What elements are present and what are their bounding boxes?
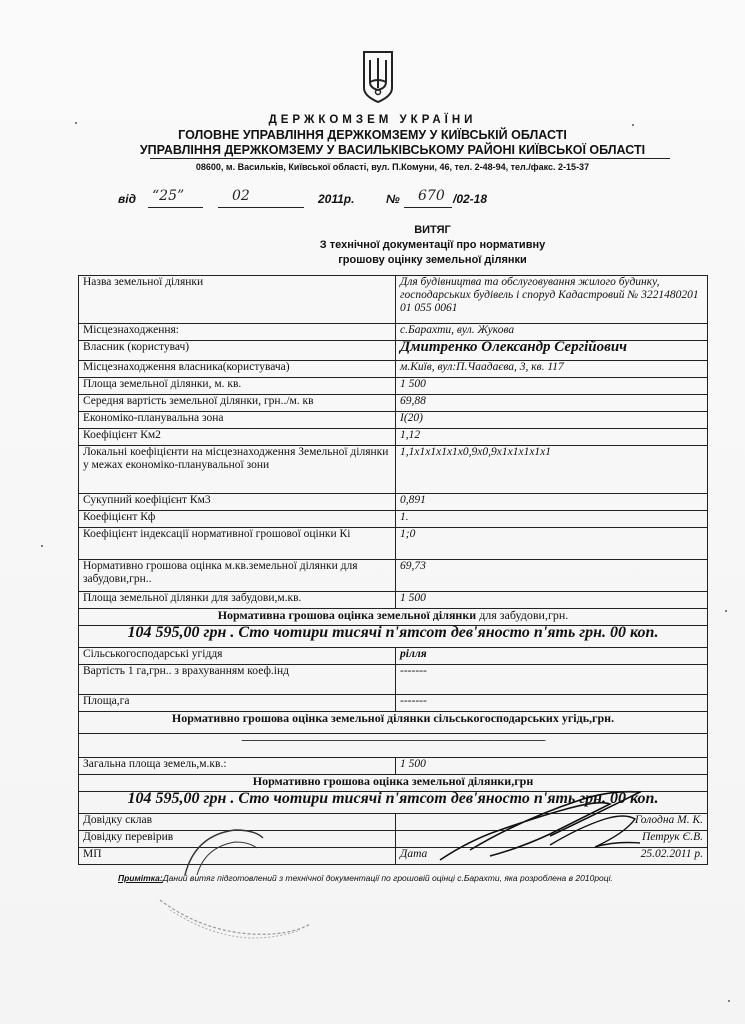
stamp-mark (175, 820, 265, 880)
row-value: м.Київ, вул:П.Чаадаєва, 3, кв. 117 (396, 361, 708, 378)
row-value: 1 500 (396, 378, 708, 395)
number-handwritten: 670 (418, 188, 445, 204)
table-row (79, 395, 708, 412)
table-row (79, 324, 708, 341)
row-value: ------- (396, 665, 708, 695)
table-row (79, 648, 708, 665)
number-suffix: /02-18 (453, 192, 488, 206)
total-area-value: 1 500 (396, 758, 708, 775)
row-value: 69,73 (396, 560, 708, 592)
row-value: І(20) (396, 412, 708, 429)
number-label: № (386, 192, 400, 206)
section-heading-1-main: Нормативна грошова оцінка земельної ділянки (217, 608, 477, 622)
table-row (79, 378, 708, 395)
row-value: 0,891 (396, 494, 708, 511)
row-value: ------- (396, 695, 708, 712)
row-value: 1;0 (396, 528, 708, 560)
number-underline (404, 207, 452, 208)
table-row (79, 511, 708, 528)
day-handwritten: “25” (152, 188, 185, 204)
row-value: с.Барахти, вул. Жукова (396, 324, 708, 341)
seal-label: МП (79, 848, 396, 865)
section-heading-1 (79, 609, 708, 626)
row-value: 1,1х1х1х1х1х0,9х0,9х1х1х1х1х1 (396, 446, 708, 494)
row-label: Назва земельної ділянки (79, 276, 396, 324)
day-underline (148, 207, 203, 208)
row-value: Для будівництва та обслуговування жилого будинку, господарських будівель і споруд Кадастровий № 3221480201 01 055 0061 (396, 276, 708, 324)
valuation-table (78, 275, 708, 865)
table-row (79, 341, 708, 361)
month-handwritten: 02 (232, 188, 250, 204)
row-label: Вартість 1 га,грн.. з врахуванням коеф.інд (79, 665, 396, 695)
row-label: Коефіцієнт Км2 (79, 429, 396, 446)
dash-row (79, 734, 708, 758)
table-row (79, 758, 708, 775)
section-heading-row (79, 775, 708, 792)
table-row (79, 494, 708, 511)
section-heading-1-tail: для забудови,грн. (476, 608, 569, 622)
district-department: УПРАВЛІННЯ ДЕРЖКОМЗЕМУ У ВАСИЛЬКІВСЬКОМУ РАЙОНІ КИЇВСЬКОЇ ОБЛАСТІ (139, 143, 646, 157)
row-label: Сукупний коефіцієнт Км3 (79, 494, 396, 511)
row-label: Економіко-планувальна зона (79, 412, 396, 429)
compiled-name: Голодна М. К. (396, 814, 708, 831)
section-heading-2: Нормативно грошова оцінка земельної ділянки сільськогосподарських угідь,грн. (79, 712, 708, 734)
document-subtitle-1: З технічної документації про нормативну (319, 239, 546, 251)
table-row (79, 276, 708, 324)
row-label: Коефіцієнт індексації нормативної грошової оцінки Кі (79, 528, 396, 560)
footnote (118, 873, 613, 883)
table-row (79, 592, 708, 609)
scan-speck (728, 1000, 730, 1002)
document-subtitle-2: грошову оцінку земельної ділянки (338, 254, 527, 266)
year-label: 2011р. (318, 192, 355, 206)
checked-label: Довідку перевірив (79, 831, 396, 848)
row-label: Середня вартість земельної ділянки, грн../м. кв (79, 395, 396, 412)
footnote-label: Примітка: (118, 873, 163, 883)
header-divider (150, 158, 670, 159)
agency-name: ДЕРЖКОМЗЕМ УКРАЇНИ (268, 114, 477, 126)
date-label: Дата (400, 848, 428, 860)
table-row (79, 429, 708, 446)
date-value: 25.02.2011 р. (640, 848, 703, 860)
checked-name: Петрук Є.В. (396, 831, 708, 848)
section-heading-row (79, 712, 708, 734)
table-row (79, 560, 708, 592)
scan-speck (41, 545, 43, 547)
faint-stamp-icon (150, 890, 320, 950)
table-row (79, 412, 708, 429)
table-row (79, 446, 708, 494)
table-row (79, 695, 708, 712)
row-value: 1 500 (396, 592, 708, 609)
agency-address: 08600, м. Васильків, Київської області, вул. П.Комуни, 46, тел. 2-48-94, тел./факс. 2-15-37 (195, 162, 590, 172)
table-row (79, 528, 708, 560)
main-department: ГОЛОВНЕ УПРАВЛІННЯ ДЕРЖКОМЗЕМУ У КИЇВСЬКІЙ ОБЛАСТІ (178, 128, 567, 142)
row-value: 69,88 (396, 395, 708, 412)
row-label: Власник (користувач) (79, 341, 396, 361)
valuation-amount-2: 104 595,00 грн . Сто чотири тисячі п'ятсот дев'яносто п'ять грн. 00 коп. (79, 792, 708, 814)
scan-speck (725, 610, 727, 612)
row-value: 1,12 (396, 429, 708, 446)
row-label: Місцезнаходження: (79, 324, 396, 341)
table-row (79, 361, 708, 378)
row-label: Площа земельної ділянки для забудови,м.кв. (79, 592, 396, 609)
compiled-label: Довідку склав (79, 814, 396, 831)
valuation-amount-1: 104 595,00 грн . Сто чотири тисячі п'ятсот дев'яносто п'ять грн. 00 коп. (79, 626, 708, 648)
owner-name: Дмитренко Олександр Сергійович (396, 341, 708, 361)
row-label: Локальні коефіцієнти на місцезнаходження Земельної ділянки у межах економіко-планувальної зони (79, 446, 396, 494)
section-heading-3: Нормативно грошова оцінка земельної ділянки,грн (79, 775, 708, 792)
row-value: рілля (396, 648, 708, 665)
row-label: Площа земельної ділянки, м. кв. (79, 378, 396, 395)
total-area-label: Загальна площа земель,м.кв.: (79, 758, 396, 775)
footnote-text: Даний витяг підготовлений з технічної документації по грошовій оцінці с.Барахти, яка розроблена в 2010році. (162, 873, 613, 883)
row-label: Нормативно грошова оцінка м.кв.земельної ділянки для забудови,грн.. (79, 560, 396, 592)
row-value: 1. (396, 511, 708, 528)
row-label: Площа,га (79, 695, 396, 712)
section-heading-row (79, 609, 708, 626)
scan-speck (75, 122, 77, 124)
table-row (79, 665, 708, 695)
month-underline (218, 207, 304, 208)
amount-row (79, 626, 708, 648)
dash-separator: ------------------------------------------------------------------------------------------------------------------ (79, 734, 708, 758)
signature-scribble (430, 790, 660, 880)
trident-emblem-icon (360, 48, 396, 106)
row-label: Сільськогосподарські угіддя (79, 648, 396, 665)
row-label: Місцезнаходження власника(користувача) (79, 361, 396, 378)
row-label: Коефіцієнт Кф (79, 511, 396, 528)
scan-speck (632, 124, 634, 126)
from-label: від (118, 192, 136, 206)
document-title: ВИТЯГ (414, 224, 451, 236)
